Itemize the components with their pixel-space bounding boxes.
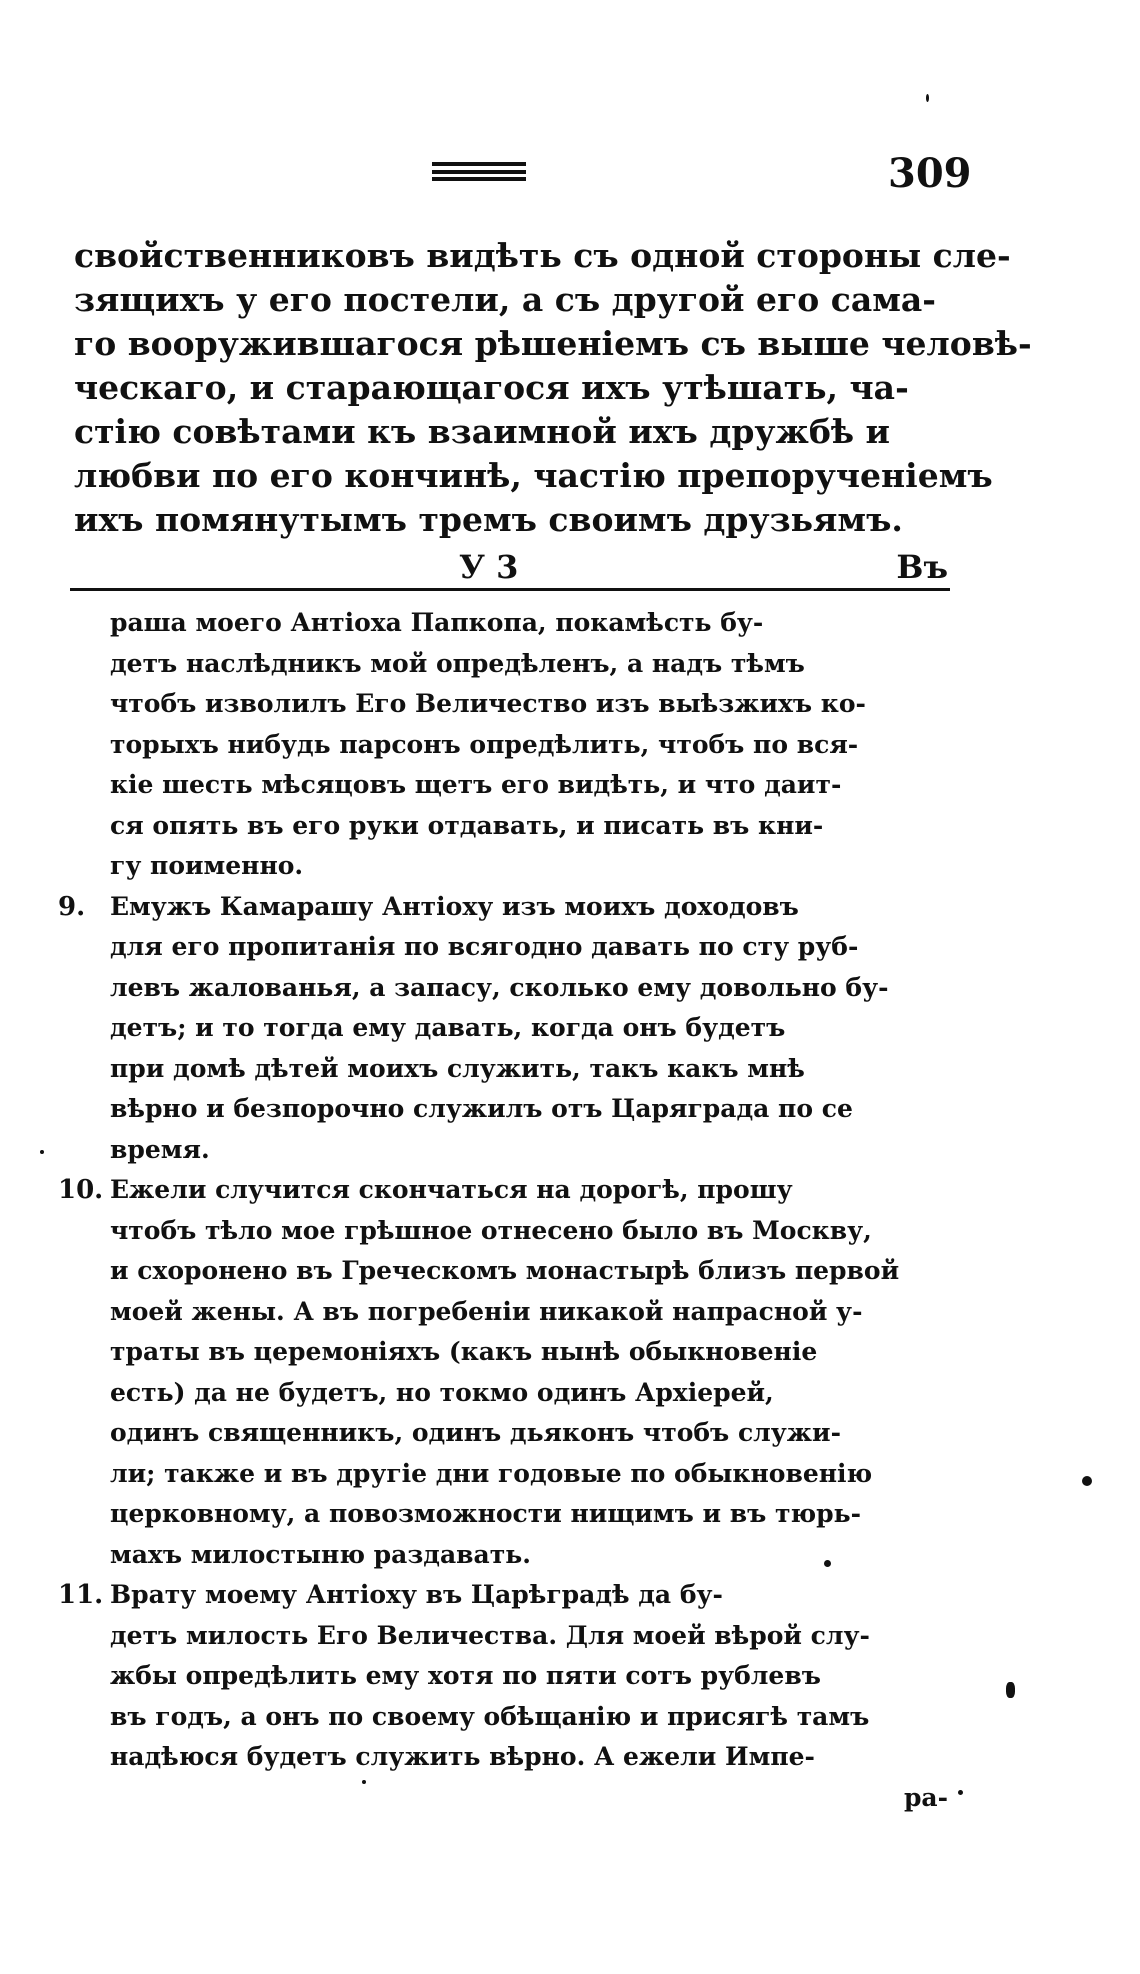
text-line: торыхъ нибудь парсонъ опредѣлить, чтобъ по вся-: [110, 729, 859, 759]
text-line: при домѣ дѣтей моихъ служить, такъ какъ мнѣ: [110, 1053, 805, 1083]
text-line: чтобъ тѣло мое грѣшное отнесено было въ Москву,: [110, 1215, 872, 1245]
text-line: есть) да не будетъ, но токмо одинъ Архіерей,: [110, 1377, 774, 1407]
text-line: раша моего Антіоха Папкопа, покамѣсть бу-: [110, 608, 764, 637]
text-line: зящихъ у его постели, а съ другой его сама-: [74, 280, 936, 319]
text-line: Врату моему Антіоху въ Царѣградѣ да бу-: [110, 1580, 723, 1609]
text-line: Ежели случится скончаться на дорогѣ, прошу: [110, 1175, 793, 1204]
ink-speck: [958, 1790, 963, 1795]
text-line: церковному, а повозможности нищимъ и въ тюрь-: [110, 1499, 861, 1528]
text-line: детъ наслѣдникъ мой опредѣленъ, а надъ тѣмъ: [110, 648, 805, 678]
signature-mark: У 3: [459, 548, 519, 586]
signature-line: [74, 548, 948, 588]
text-line: траты въ церемоніяхъ (какъ нынѣ обыкновеніе: [110, 1337, 818, 1366]
text-line: го вооружившагося рѣшеніемъ съ выше человѣ-: [74, 324, 1032, 363]
text-line: жбы опредѣлить ему хотя по пяти сотъ рублевъ: [110, 1661, 821, 1690]
text-line: надѣюся будетъ служить вѣрно. А ежели Импе-: [110, 1742, 815, 1771]
item-number: 10.: [58, 1175, 104, 1205]
text-line: ческаго, и старающагося ихъ утѣшать, ча-: [74, 368, 909, 407]
text-line: махъ милостыню раздавать.: [110, 1539, 531, 1569]
text-line: свойственниковъ видѣть съ одной стороны сле-: [74, 236, 1011, 275]
text-line: левъ жалованья, а запасу, сколько ему довольно бу-: [110, 972, 889, 1002]
document-body: [58, 603, 948, 1818]
text-line: Емужъ Камарашу Антіоху изъ моихъ доходовъ: [110, 891, 799, 921]
numbered-item-9: [58, 887, 948, 1171]
page-number: 309: [888, 150, 972, 197]
text-line: любви по его кончинѣ, частію препорученіемъ: [74, 456, 993, 495]
text-line: одинъ священникъ, одинъ дьяконъ чтобъ служи-: [110, 1418, 841, 1447]
text-line: стію совѣтами къ взаимной ихъ дружбѣ и: [74, 412, 891, 451]
continued-paragraph: [58, 603, 948, 887]
section-divider: [70, 588, 950, 591]
item-number: 9.: [58, 891, 86, 922]
ink-speck: [1006, 1682, 1015, 1698]
item-number: 11.: [58, 1580, 104, 1610]
ink-speck: [362, 1780, 366, 1784]
text-line: ся опять въ его руки отдавать, и писать въ кни-: [110, 810, 824, 840]
text-line: ихъ помянутымъ тремъ своимъ друзьямъ.: [74, 500, 903, 539]
ornament-rule-top: [432, 162, 526, 166]
text-line: кіе шесть мѣсяцовъ щетъ его видѣть, и что даит-: [110, 770, 842, 799]
top-paragraph: [74, 234, 1032, 542]
ornament-rule-bottom: [432, 177, 526, 181]
ink-speck: [824, 1560, 831, 1567]
ornament-rule-middle: [432, 170, 526, 174]
numbered-item-10: [58, 1170, 948, 1575]
numbered-item-11: [58, 1575, 948, 1818]
text-line: гу поименно.: [110, 851, 304, 880]
text-line: вѣрно и безпорочно служилъ отъ Царяграда по се: [110, 1094, 853, 1123]
text-line: и схоронено въ Греческомъ монастырѣ близъ первой: [110, 1256, 900, 1285]
text-line: детъ; и то тогда ему давать, когда онъ будетъ: [110, 1013, 786, 1042]
text-line: въ годъ, а онъ по своему обѣщанію и присягѣ тамъ: [110, 1701, 870, 1731]
ink-speck: [926, 94, 929, 102]
text-line: моей жены. А въ погребеніи никакой напрасной у-: [110, 1296, 863, 1326]
ink-speck: [1082, 1476, 1092, 1486]
text-line: ли; также и въ другіе дни годовые по обыкновенію: [110, 1458, 873, 1488]
ink-speck: [40, 1150, 44, 1154]
text-line: чтобъ изволилъ Его Величество изъ выѣзжихъ ко-: [110, 689, 866, 718]
text-line: время.: [110, 1134, 210, 1164]
catchword: Въ: [896, 548, 948, 586]
text-line: детъ милость Его Величества. Для моей вѣрой слу-: [110, 1620, 870, 1650]
text-line: ра-: [903, 1782, 948, 1812]
text-line: для его пропитанія по всягодно давать по сту руб-: [110, 932, 859, 961]
